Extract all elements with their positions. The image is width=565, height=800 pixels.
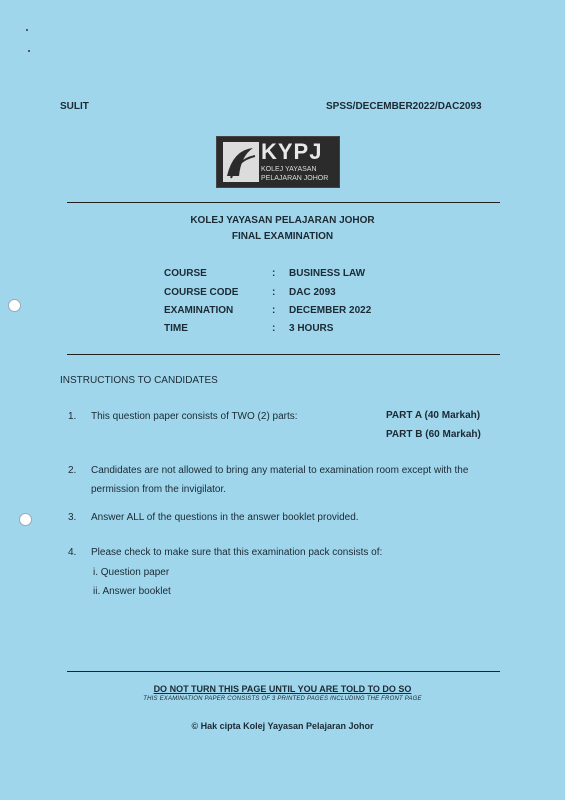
instruction-text: Please check to make sure that this examination pack consists of: xyxy=(91,547,383,558)
pack-item: ii. Answer booklet xyxy=(93,586,171,597)
instructions-heading: INSTRUCTIONS TO CANDIDATES xyxy=(60,375,218,386)
exam-title: FINAL EXAMINATION xyxy=(231,231,334,242)
instruction-number: 1. xyxy=(68,411,77,422)
instruction-text: This question paper consists of TWO (2) parts: xyxy=(91,411,298,422)
detail-label: TIME xyxy=(164,323,188,334)
logo-line-1: KOLEJ YAYASAN xyxy=(261,166,317,173)
paper-code: SPSS/DECEMBER2022/DAC2093 xyxy=(326,101,482,112)
punch-hole xyxy=(8,299,21,312)
classification-label: SULIT xyxy=(60,101,89,112)
logo-line-2: PELAJARAN JOHOR xyxy=(261,175,329,182)
detail-value: DAC 2093 xyxy=(289,287,336,298)
instruction-number: 4. xyxy=(68,547,77,558)
kypj-logo xyxy=(216,136,340,188)
middle-rule xyxy=(67,354,500,355)
instruction-number: 2. xyxy=(68,465,77,476)
detail-value: 3 HOURS xyxy=(289,323,334,334)
detail-label: COURSE xyxy=(164,268,207,279)
page-count-note: THIS EXAMINATION PAPER CONSISTS OF 3 PRINTED PAGES INCLUDING THE FRONT PAGE xyxy=(143,696,422,702)
bottom-rule xyxy=(67,671,500,672)
detail-separator: : xyxy=(272,305,276,316)
detail-separator: : xyxy=(272,287,276,298)
detail-label: EXAMINATION xyxy=(164,305,234,316)
logo-brand: KYPJ xyxy=(261,139,323,164)
instruction-text: Candidates are not allowed to bring any material to examination room except with the xyxy=(91,465,469,476)
logo-emblem-icon xyxy=(223,142,259,182)
scan-mark xyxy=(26,29,28,31)
part-b-label: PART B (60 Markah) xyxy=(386,429,481,440)
detail-value: DECEMBER 2022 xyxy=(289,305,372,316)
pack-item: i. Question paper xyxy=(93,567,170,578)
detail-separator: : xyxy=(272,323,276,334)
institution-name: KOLEJ YAYASAN PELAJARAN JOHOR xyxy=(190,215,375,226)
instruction-text: permission from the invigilator. xyxy=(91,484,227,495)
instruction-number: 3. xyxy=(68,512,77,523)
part-a-label: PART A (40 Markah) xyxy=(386,410,481,421)
detail-value: BUSINESS LAW xyxy=(289,268,366,279)
detail-separator: : xyxy=(272,268,276,279)
scan-mark xyxy=(28,50,30,52)
top-rule xyxy=(67,202,500,203)
punch-hole xyxy=(19,513,32,526)
copyright-notice: © Hak cipta Kolej Yayasan Pelajaran Johor xyxy=(191,721,374,731)
detail-label: COURSE CODE xyxy=(164,287,239,298)
instruction-text: Answer ALL of the questions in the answer booklet provided. xyxy=(91,512,359,523)
do-not-turn-warning: DO NOT TURN THIS PAGE UNTIL YOU ARE TOLD TO DO SO xyxy=(153,684,412,694)
